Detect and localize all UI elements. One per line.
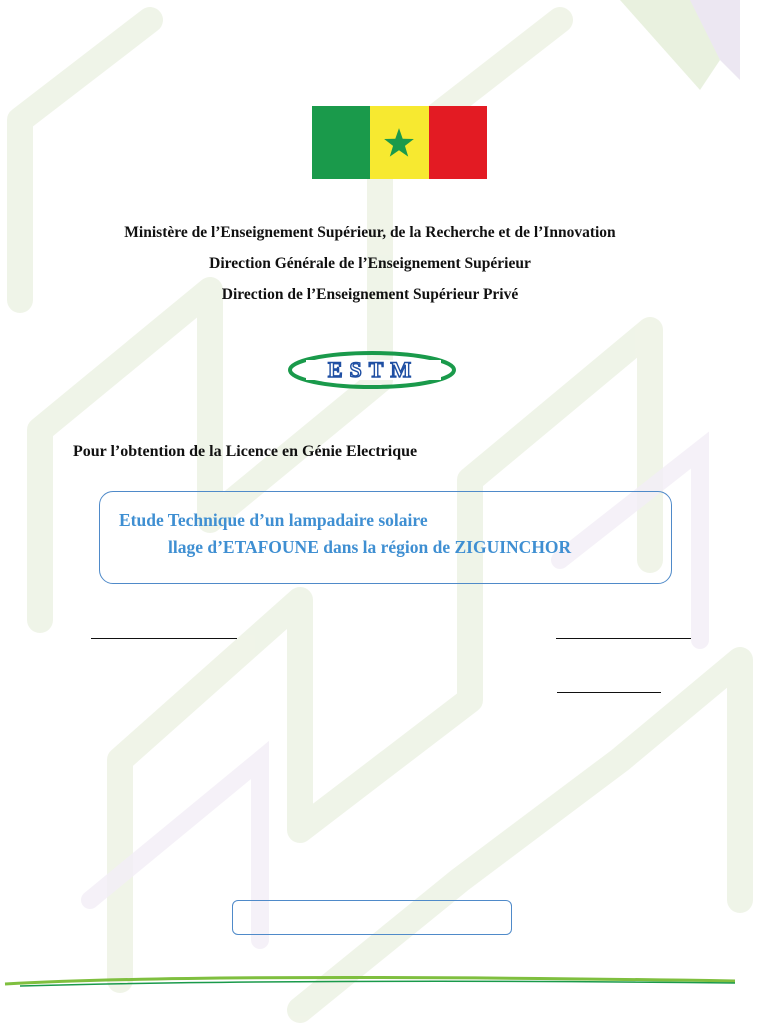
academic-year-box [232,900,512,935]
supervisor-blank-line [556,638,691,639]
author-blank-line [91,638,237,639]
flag-green-band [312,106,370,179]
thesis-title-line1: Etude Technique d’un lampadaire solaire [119,510,428,530]
degree-statement: Pour l’obtention de la Licence en Génie Electrique [73,443,418,460]
star-icon [382,126,416,160]
svg-text:ESTM: ESTM [327,357,419,382]
estm-logo [288,349,458,391]
thesis-title-line2: llage d’ETAFOUNE dans la région de ZIGUINCHOR [168,537,572,557]
flag-red-band [429,106,487,179]
institution-header [0,217,740,310]
directorate-general-line: Direction Générale de l’Enseignement Supérieur [209,255,531,272]
directorate-private-line: Direction de l’Enseignement Supérieur Privé [221,286,519,303]
thesis-title-box [99,491,672,584]
supervisor-blank-line-2 [557,692,661,693]
footer-swoosh [0,968,740,998]
senegal-flag [312,106,487,179]
flag-yellow-band [370,106,428,179]
ministry-line: Ministère de l’Enseignement Supérieur, de la Recherche et de l’Innovation [124,224,616,241]
